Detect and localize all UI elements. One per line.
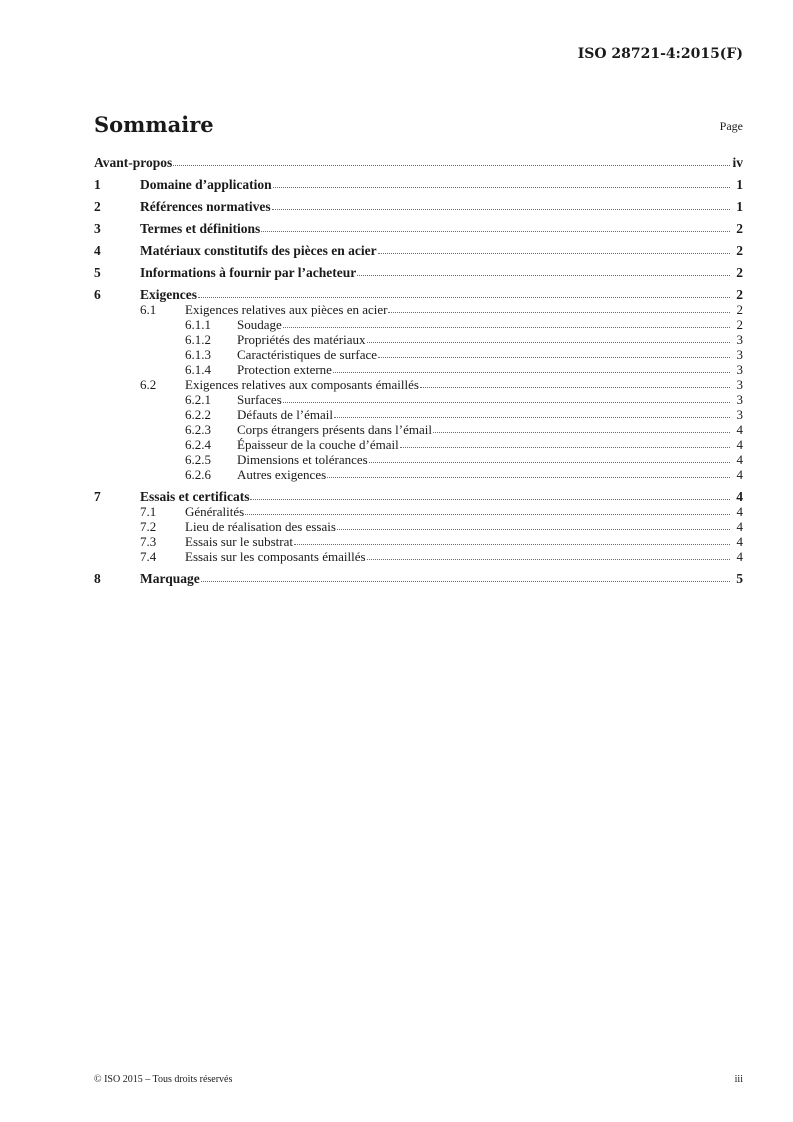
page-column-label: Page <box>719 119 743 133</box>
dot-leader <box>272 209 730 210</box>
dot-leader <box>261 231 730 232</box>
toc-entry[interactable] <box>94 287 743 302</box>
toc-entry[interactable] <box>94 519 743 534</box>
toc-entry[interactable] <box>94 347 743 362</box>
document-reference: ISO 28721-4:2015(F) <box>577 46 743 62</box>
toc-entry-page: 2 <box>736 243 743 258</box>
toc-entry-label: Caractéristiques de surface <box>237 347 378 362</box>
dot-leader <box>250 499 730 500</box>
toc-entry-page: iv <box>732 155 743 170</box>
toc-entry-label: Exigences <box>140 287 197 302</box>
toc-entry-label: Références normatives <box>140 199 271 214</box>
toc-entry-page: 4 <box>736 467 743 482</box>
toc-entry-label: Domaine d’application <box>140 177 272 192</box>
toc-entry-number: 6.1.1 <box>185 317 211 332</box>
toc-entry-label: Autres exigences <box>237 467 327 482</box>
toc-entry-page: 1 <box>736 199 743 214</box>
dot-leader <box>337 529 730 530</box>
footer-copyright: © ISO 2015 – Tous droits réservés <box>94 1074 233 1085</box>
toc-entry-page: 2 <box>736 221 743 236</box>
dot-leader <box>294 544 730 545</box>
table-of-contents <box>94 155 743 586</box>
toc-entry-label: Essais sur les composants émaillés <box>185 549 366 564</box>
toc-entry-number: 4 <box>94 243 101 258</box>
toc-entry-label: Avant-propos <box>94 155 173 170</box>
dot-leader <box>333 372 730 373</box>
toc-entry-page: 3 <box>736 347 743 362</box>
dot-leader <box>283 327 730 328</box>
toc-entry-page: 4 <box>736 534 743 549</box>
toc-entry[interactable] <box>94 265 743 280</box>
dot-leader <box>367 342 730 343</box>
toc-entry-page: 4 <box>736 452 743 467</box>
toc-entry[interactable] <box>94 437 743 452</box>
toc-entry-number: 6.2 <box>140 377 157 392</box>
toc-entry-number: 6.2.3 <box>185 422 211 437</box>
toc-entry-number: 6.1.2 <box>185 332 211 347</box>
toc-entry[interactable] <box>94 407 743 422</box>
toc-entry-page: 4 <box>736 504 743 519</box>
toc-entry-page: 4 <box>736 489 743 504</box>
toc-entry-number: 7 <box>94 489 101 504</box>
toc-entry[interactable] <box>94 549 743 564</box>
toc-entry[interactable] <box>94 155 743 170</box>
toc-entry-page: 2 <box>736 317 743 332</box>
toc-entry-label: Propriétés des matériaux <box>237 332 366 347</box>
dot-leader <box>367 559 730 560</box>
toc-entry-page: 2 <box>736 287 743 302</box>
toc-entry[interactable] <box>94 362 743 377</box>
toc-entry[interactable] <box>94 199 743 214</box>
toc-entry-label: Épaisseur de la couche d’émail <box>237 437 399 452</box>
toc-entry-label: Dimensions et tolérances <box>237 452 368 467</box>
toc-entry-label: Informations à fournir par l’acheteur <box>140 265 357 280</box>
toc-entry-label: Termes et définitions <box>140 221 261 236</box>
toc-entry-number: 7.2 <box>140 519 157 534</box>
dot-leader <box>273 187 730 188</box>
toc-entry-label: Défauts de l’émail <box>237 407 334 422</box>
toc-entry[interactable] <box>94 177 743 192</box>
toc-entry-page: 5 <box>736 571 743 586</box>
toc-entry[interactable] <box>94 571 743 586</box>
toc-entry-number: 6.1 <box>140 302 157 317</box>
dot-leader <box>201 581 730 582</box>
toc-entry[interactable] <box>94 422 743 437</box>
toc-entry[interactable] <box>94 392 743 407</box>
toc-entry-page: 3 <box>736 377 743 392</box>
toc-entry-number: 6.2.2 <box>185 407 211 422</box>
toc-entry-page: 3 <box>736 332 743 347</box>
toc-entry-label: Exigences relatives aux composants émaillés <box>185 377 419 392</box>
dot-leader <box>245 514 730 515</box>
toc-entry-number: 6.1.4 <box>185 362 211 377</box>
toc-entry-label: Marquage <box>140 571 200 586</box>
toc-entry-number: 6.2.5 <box>185 452 211 467</box>
toc-entry[interactable] <box>94 452 743 467</box>
toc-entry-label: Exigences relatives aux pièces en acier <box>185 302 388 317</box>
toc-entry[interactable] <box>94 534 743 549</box>
toc-entry-number: 7.1 <box>140 504 157 519</box>
dot-leader <box>433 432 730 433</box>
dot-leader <box>357 275 730 276</box>
toc-entry-page: 4 <box>736 549 743 564</box>
page-title: Sommaire <box>94 112 214 137</box>
toc-entry[interactable] <box>94 489 743 504</box>
toc-entry[interactable] <box>94 243 743 258</box>
toc-entry-number: 7.3 <box>140 534 157 549</box>
toc-entry-number: 6 <box>94 287 101 302</box>
toc-entry-page: 4 <box>736 422 743 437</box>
toc-entry-number: 2 <box>94 199 101 214</box>
toc-entry-page: 3 <box>736 362 743 377</box>
toc-entry-page: 1 <box>736 177 743 192</box>
dot-leader <box>378 357 730 358</box>
toc-entry-number: 6.2.4 <box>185 437 211 452</box>
toc-entry[interactable] <box>94 467 743 482</box>
dot-leader <box>283 402 730 403</box>
toc-entry[interactable] <box>94 377 743 392</box>
dot-leader <box>173 165 730 166</box>
toc-entry[interactable] <box>94 302 743 317</box>
toc-entry-label: Matériaux constitutifs des pièces en acier <box>140 243 377 258</box>
toc-entry-number: 6.2.1 <box>185 392 211 407</box>
toc-entry-label: Surfaces <box>237 392 282 407</box>
toc-entry-page: 4 <box>736 437 743 452</box>
toc-entry-number: 3 <box>94 221 101 236</box>
toc-entry-page: 3 <box>736 392 743 407</box>
footer-page-number: iii <box>734 1074 743 1085</box>
dot-leader <box>369 462 730 463</box>
toc-entry-number: 6.2.6 <box>185 467 211 482</box>
dot-leader <box>388 312 730 313</box>
toc-entry[interactable] <box>94 504 743 519</box>
toc-entry-label: Soudage <box>237 317 282 332</box>
toc-entry-label: Lieu de réalisation des essais <box>185 519 336 534</box>
toc-entry-label: Corps étrangers présents dans l’émail <box>237 422 432 437</box>
toc-entry-number: 8 <box>94 571 101 586</box>
toc-entry-number: 5 <box>94 265 101 280</box>
dot-leader <box>198 297 730 298</box>
toc-entry-label: Protection externe <box>237 362 332 377</box>
dot-leader <box>400 447 730 448</box>
toc-entry-label: Essais et certificats <box>140 489 250 504</box>
toc-entry[interactable] <box>94 221 743 236</box>
toc-entry-page: 4 <box>736 519 743 534</box>
toc-entry-label: Essais sur le substrat <box>185 534 293 549</box>
toc-entry-label: Généralités <box>185 504 245 519</box>
toc-entry-number: 7.4 <box>140 549 157 564</box>
toc-entry-page: 3 <box>736 407 743 422</box>
toc-entry-page: 2 <box>736 265 743 280</box>
toc-entry-page: 2 <box>736 302 743 317</box>
dot-leader <box>334 417 730 418</box>
toc-entry[interactable] <box>94 317 743 332</box>
toc-entry-number: 6.1.3 <box>185 347 211 362</box>
dot-leader <box>327 477 730 478</box>
toc-entry-number: 1 <box>94 177 101 192</box>
toc-entry[interactable] <box>94 332 743 347</box>
dot-leader <box>378 253 730 254</box>
dot-leader <box>420 387 730 388</box>
